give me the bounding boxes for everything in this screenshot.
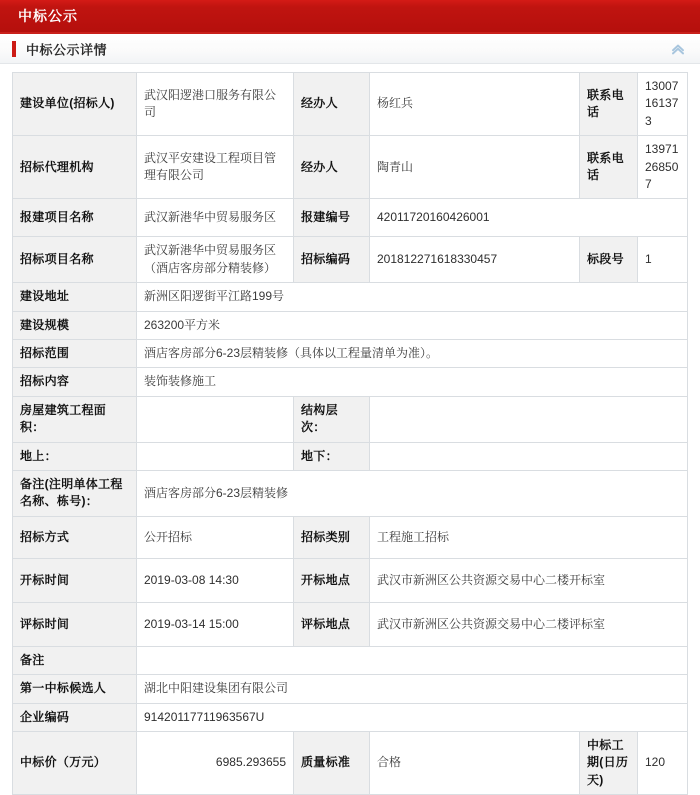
row-label-phone-2: 联系电话 (580, 136, 638, 199)
row-value-filing-project-name: 武汉新港华中贸易服务区 (137, 199, 294, 237)
row-label-tender-code: 招标编码 (294, 237, 370, 283)
row-value-agency: 武汉平安建设工程项目管理有限公司 (137, 136, 294, 199)
row-label-phone-1: 联系电话 (580, 73, 638, 136)
row-value-construction-scale: 263200平方米 (137, 311, 688, 339)
row-value-tender-code: 201812271618330457 (370, 237, 580, 283)
row-label-structure-levels: 结构层次： (294, 396, 370, 442)
page-banner (0, 0, 700, 34)
row-value-construction-unit: 武汉阳逻港口服务有限公司 (137, 73, 294, 136)
row-label-agent-2: 经办人 (294, 136, 370, 199)
page-title: 中标公示 (18, 8, 78, 24)
table-row (13, 703, 688, 731)
row-value-agent-2: 陶青山 (370, 136, 580, 199)
table-row (13, 602, 688, 646)
row-value-phone-2: 13971268507 (638, 136, 688, 199)
section-header (0, 34, 700, 64)
table-row (13, 442, 688, 470)
row-label-filing-project-name: 报建项目名称 (13, 199, 137, 237)
row-value-winning-price: 6985.293655 (137, 732, 294, 795)
row-label-tender-project-name: 招标项目名称 (13, 237, 137, 283)
detail-table-container (0, 64, 700, 795)
row-value-bid-eval-time: 2019-03-14 15:00 (137, 602, 294, 646)
row-value-section-number: 1 (638, 237, 688, 283)
row-label-agency: 招标代理机构 (13, 136, 137, 199)
row-label-above-ground: 地上： (13, 442, 137, 470)
table-row (13, 339, 688, 367)
row-label-tender-method: 招标方式 (13, 516, 137, 558)
row-label-bid-eval-time: 评标时间 (13, 602, 137, 646)
row-label-section-number: 标段号 (580, 237, 638, 283)
row-value-remark-unit-project: 酒店客房部分6-23层精装修 (137, 471, 688, 517)
row-label-enterprise-code: 企业编码 (13, 703, 137, 731)
section-accent-bar (12, 41, 16, 57)
row-value-tender-scope: 酒店客房部分6-23层精装修（具体以工程量清单为准）。 (137, 339, 688, 367)
section-title: 中标公示详情 (26, 42, 108, 57)
row-label-tender-scope: 招标范围 (13, 339, 137, 367)
row-label-tender-content: 招标内容 (13, 368, 137, 396)
row-value-agent-1: 杨红兵 (370, 73, 580, 136)
row-label-remark-unit-project: 备注(注明单体工程名称、栋号)： (13, 471, 137, 517)
table-row (13, 732, 688, 795)
bid-detail-table (12, 72, 688, 795)
row-value-below-ground (370, 442, 688, 470)
row-label-bid-eval-place: 评标地点 (294, 602, 370, 646)
row-value-bid-open-place: 武汉市新洲区公共资源交易中心二楼开标室 (370, 558, 688, 602)
row-value-bid-eval-place: 武汉市新洲区公共资源交易中心二楼评标室 (370, 602, 688, 646)
row-value-enterprise-code: 91420117711963567U (137, 703, 688, 731)
table-row (13, 646, 688, 674)
row-value-tender-method: 公开招标 (137, 516, 294, 558)
row-value-structure-levels (370, 396, 688, 442)
table-row (13, 675, 688, 703)
row-value-construction-address: 新洲区阳逻街平江路199号 (137, 283, 688, 311)
table-row (13, 368, 688, 396)
row-value-bid-open-time: 2019-03-08 14:30 (137, 558, 294, 602)
row-value-quality-standard: 合格 (370, 732, 580, 795)
row-label-construction-address: 建设地址 (13, 283, 137, 311)
row-value-above-ground (137, 442, 294, 470)
row-label-below-ground: 地下： (294, 442, 370, 470)
row-label-construction-unit: 建设单位(招标人) (13, 73, 137, 136)
row-label-agent-1: 经办人 (294, 73, 370, 136)
table-row (13, 73, 688, 136)
row-label-bid-open-time: 开标时间 (13, 558, 137, 602)
row-value-building-area (137, 396, 294, 442)
row-value-phone-1: 13007161373 (638, 73, 688, 136)
row-label-bid-open-place: 开标地点 (294, 558, 370, 602)
row-value-first-candidate: 湖北中阳建设集团有限公司 (137, 675, 688, 703)
row-value-remark (137, 646, 688, 674)
row-value-tender-project-name: 武汉新港华中贸易服务区（酒店客房部分精装修） (137, 237, 294, 283)
row-value-duration: 120 (638, 732, 688, 795)
table-row (13, 471, 688, 517)
row-label-building-area: 房屋建筑工程面积： (13, 396, 137, 442)
row-label-first-candidate: 第一中标候选人 (13, 675, 137, 703)
table-row (13, 283, 688, 311)
chevron-double-up-icon[interactable] (670, 41, 686, 57)
row-value-tender-content: 装饰装修施工 (137, 368, 688, 396)
row-value-tender-category: 工程施工招标 (370, 516, 688, 558)
table-row (13, 199, 688, 237)
table-row (13, 396, 688, 442)
row-value-filing-number: 42011720160426001 (370, 199, 688, 237)
table-row (13, 311, 688, 339)
row-label-filing-number: 报建编号 (294, 199, 370, 237)
row-label-duration: 中标工期(日历天) (580, 732, 638, 795)
table-row (13, 237, 688, 283)
row-label-construction-scale: 建设规模 (13, 311, 137, 339)
table-row (13, 136, 688, 199)
row-label-tender-category: 招标类别 (294, 516, 370, 558)
row-label-winning-price: 中标价（万元） (13, 732, 137, 795)
table-row (13, 516, 688, 558)
row-label-remark: 备注 (13, 646, 137, 674)
table-row (13, 558, 688, 602)
row-label-quality-standard: 质量标准 (294, 732, 370, 795)
